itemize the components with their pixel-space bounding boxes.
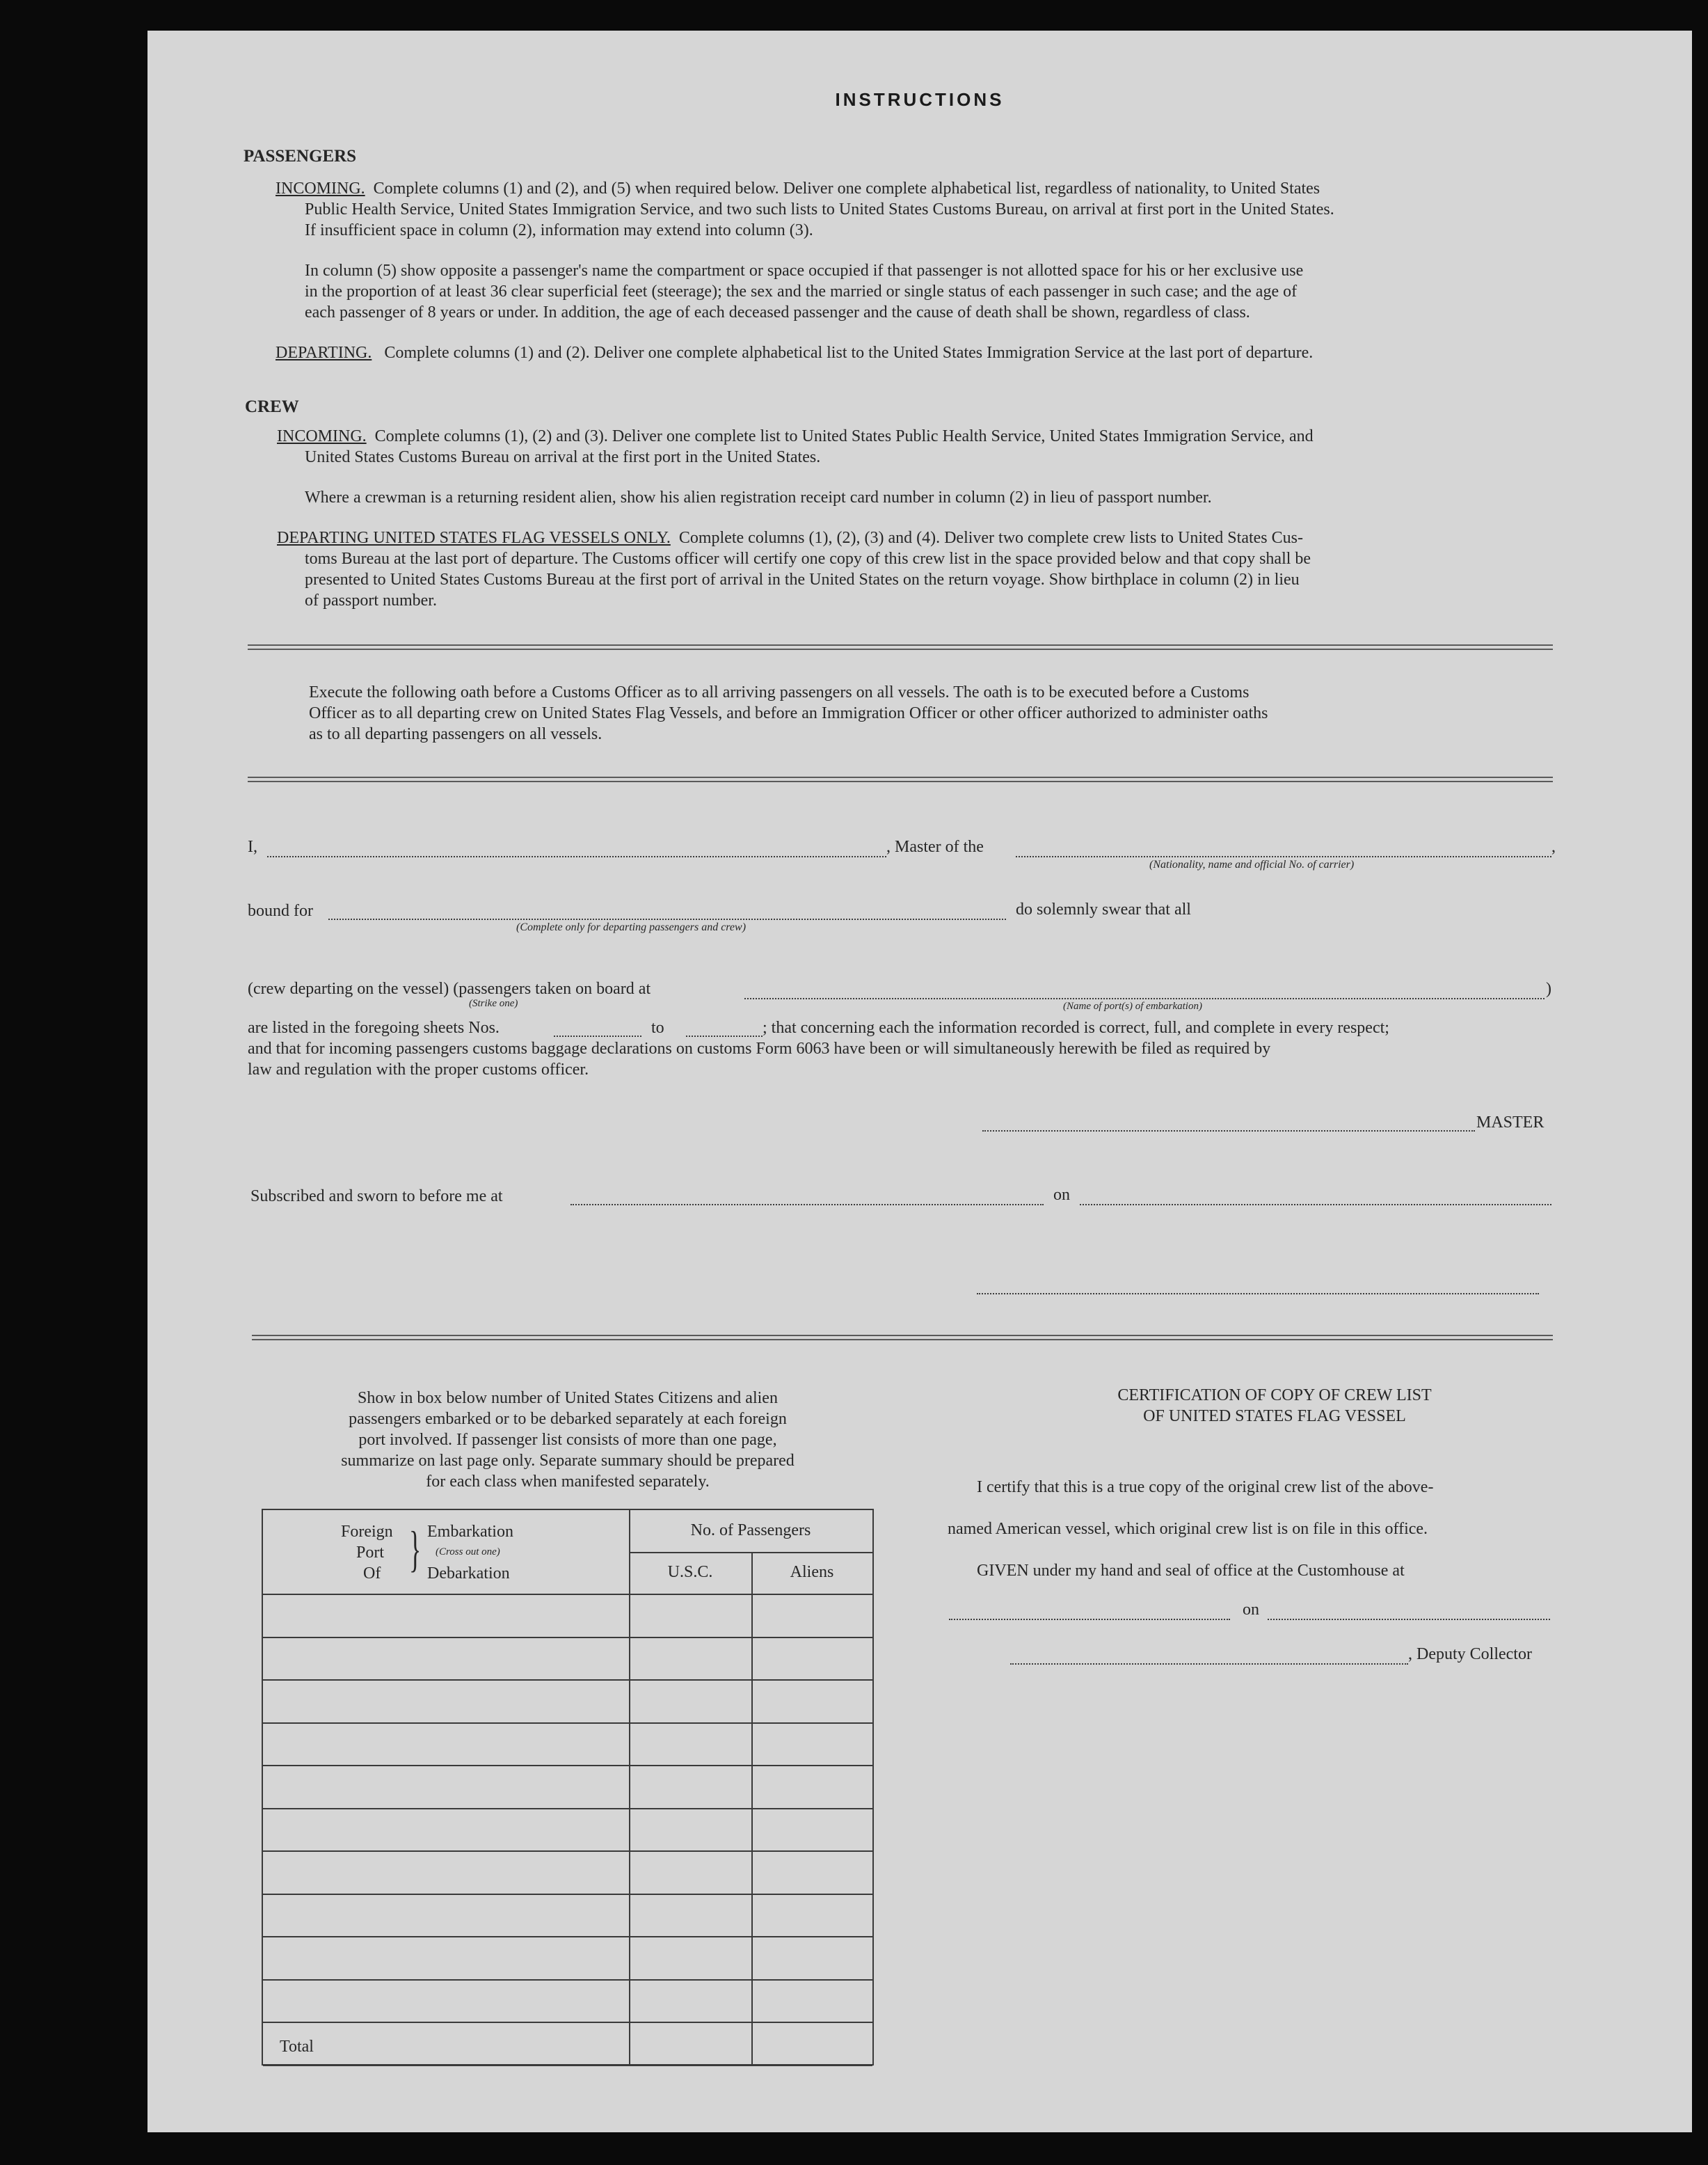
sheet-from-field[interactable] [554, 1036, 641, 1037]
crew-departing-oath: (crew departing on the vessel) (passengers taken on board at [248, 980, 651, 998]
section-divider-1 [248, 644, 1553, 650]
summary-line1: Show in box below number of United States Citizens and alien [358, 1389, 778, 1407]
to-label: to [651, 1019, 664, 1037]
crew-departing-line2: toms Bureau at the last port of departure. The Customs officer will certify one copy of this crew list in the space provided below and that copy shall be [305, 550, 1311, 568]
table-row-line [263, 1808, 872, 1809]
oath-listed-line [248, 1017, 500, 1038]
table-row-line [263, 1936, 872, 1937]
crew-departing-line3: presented to United States Customs Bureau at the first port of arrival in the United States on the return voyage. Show birthplace in column (2) in lieu [305, 571, 1300, 589]
certification-date-field[interactable] [1268, 1619, 1550, 1620]
master-label: MASTER [1476, 1113, 1545, 1132]
customhouse-field[interactable] [949, 1619, 1230, 1620]
table-header-bottom [263, 1594, 872, 1595]
bound-for-caption: (Complete only for departing passengers and crew) [516, 921, 747, 933]
deputy-collector-field[interactable] [1010, 1663, 1408, 1665]
sworn-date-field[interactable] [1080, 1204, 1551, 1205]
passengers-incoming-line2: Public Health Service, United States Immigration Service, and two such lists to United States Customs Bureau, on arrival at first port in the United States. [305, 200, 1334, 219]
crew-departing-line1 [277, 528, 1303, 548]
table-brace: } [409, 1521, 422, 1577]
strike-one-caption: (Strike one) [469, 998, 518, 1009]
oath-instructions-line3: as to all departing passengers on all vessels. [309, 725, 602, 743]
close-paren: ) [1546, 980, 1551, 998]
table-row-line [263, 2065, 872, 2066]
swear-label: do solemnly swear that all [1016, 901, 1191, 919]
section-divider-3 [252, 1335, 1553, 1340]
oath-line3: law and regulation with the proper customs officer. [248, 1061, 589, 1079]
table-header-split [629, 1552, 872, 1553]
column5-line1: In column (5) show opposite a passenger's name the compartment or space occupied if that passenger is not allotted space for his or her exclusive use [305, 262, 1304, 280]
table-row-line [263, 1679, 872, 1681]
certification-line1: I certify that this is a true copy of the original crew list of the above- [977, 1478, 1434, 1496]
passengers-incoming-line1 [276, 178, 1320, 199]
crew-departing-label: DEPARTING UNITED STATES FLAG VESSELS ONLY. [277, 529, 671, 547]
column5-line2: in the proportion of at least 36 clear superficial feet (steerage); the sex and the married or single status of each passenger in such case; and the age of [305, 283, 1298, 301]
th-aliens: Aliens [790, 1563, 834, 1581]
embarkation-port-field[interactable] [744, 998, 1545, 999]
th-of: Of [363, 1564, 381, 1583]
passengers-departing-label: DEPARTING. [276, 344, 372, 362]
carrier-field[interactable] [1016, 856, 1551, 857]
passengers-incoming-line3: If insufficient space in column (2), information may extend into column (3). [305, 221, 813, 239]
passengers-departing-line [276, 342, 1313, 363]
crew-incoming-text1: Complete columns (1), (2) and (3). Deliver one complete list to United States Public Health Service, United States Immigration Service, and [374, 427, 1314, 445]
table-row-line [263, 1765, 872, 1766]
passengers-departing-text: Complete columns (1) and (2). Deliver one complete alphabetical list to the United States Immigration Service at the last port of departure. [384, 344, 1314, 362]
total-label: Total [280, 2038, 314, 2056]
column5-line3: each passenger of 8 years or under. In addition, the age of each deceased passenger and the cause of death shall be shown, regardless of class. [305, 303, 1250, 322]
sheet-to-field[interactable] [686, 1036, 763, 1037]
oath-line2: and that for incoming passengers customs baggage declarations on customs Form 6063 have been or will simultaneously herewith be filed as required by [248, 1040, 1271, 1058]
table-row-line [263, 2022, 872, 2023]
certification-line2: named American vessel, which original crew list is on file in this office. [948, 1520, 1428, 1538]
bound-for-label: bound for [248, 902, 313, 920]
certification-title-2: OF UNITED STATES FLAG VESSEL [1143, 1407, 1406, 1425]
summary-line4: summarize on last page only. Separate summary should be prepared [341, 1452, 795, 1470]
oath-instructions-line1: Execute the following oath before a Customs Officer as to all arriving passengers on all vessels. The oath is to be executed before a Customs [309, 683, 1250, 701]
listed-pre: are listed in the foregoing sheets Nos. [248, 1019, 500, 1037]
carrier-comma: , [1551, 838, 1556, 856]
port-caption: (Name of port(s) of embarkation) [1063, 1001, 1202, 1012]
bound-for-field[interactable] [328, 919, 1006, 920]
th-port: Port [356, 1544, 385, 1562]
passengers-incoming-text1: Complete columns (1) and (2), and (5) when required below. Deliver one complete alphabetical list, regardless of nationality, to United States [373, 180, 1320, 198]
listed-post: ; that concerning each the information recorded is correct, full, and complete in every respect; [763, 1019, 1389, 1037]
section-divider-2 [248, 777, 1553, 782]
th-no-passengers: No. of Passengers [690, 1521, 811, 1539]
th-embarkation: Embarkation [427, 1523, 513, 1541]
master-name-field[interactable] [267, 856, 886, 857]
th-foreign: Foreign [341, 1523, 393, 1541]
th-debarkation: Debarkation [427, 1564, 510, 1583]
sworn-on-label: on [1053, 1186, 1070, 1204]
oath-instructions-line2: Officer as to all departing crew on United States Flag Vessels, and before an Immigration Officer or other officer authorized to administer oaths [309, 704, 1268, 722]
carrier-caption: (Nationality, name and official No. of carrier) [1149, 859, 1355, 871]
crew-incoming-line2: United States Customs Bureau on arrival at the first port in the United States. [305, 448, 821, 466]
th-usc: U.S.C. [667, 1563, 713, 1581]
passengers-incoming-label: INCOMING. [276, 180, 365, 198]
subscribed-label: Subscribed and sworn to before me at [250, 1187, 503, 1205]
passenger-summary-table [262, 1509, 874, 2065]
table-row-line [263, 1979, 872, 1981]
table-row-line [263, 1850, 872, 1852]
th-cross-out: (Cross out one) [436, 1546, 500, 1557]
page-title: INSTRUCTIONS [835, 89, 1005, 110]
certification-on-label: on [1243, 1601, 1259, 1619]
sworn-place-field[interactable] [570, 1204, 1044, 1205]
table-row-line [263, 1894, 872, 1895]
certification-title-1: CERTIFICATION OF COPY OF CREW LIST [1117, 1386, 1432, 1404]
certification-line3: GIVEN under my hand and seal of office at the Customhouse at [977, 1562, 1405, 1580]
passengers-heading: PASSENGERS [244, 147, 357, 166]
crew-departing-line4: of passport number. [305, 592, 437, 610]
crew-departing-text1: Complete columns (1), (2), (3) and (4). Deliver two complete crew lists to United States Cus- [678, 529, 1303, 547]
crew-incoming-line1 [277, 426, 1314, 447]
oath-i-label: I, [248, 838, 257, 856]
table-row-line [263, 1722, 872, 1724]
master-of-label: , Master of the [886, 838, 984, 856]
officer-signature-field[interactable] [977, 1293, 1539, 1294]
crew-resident-text: Where a crewman is a returning resident alien, show his alien registration receipt card number in column (2) in lieu of passport number. [305, 489, 1212, 507]
summary-line2: passengers embarked or to be debarked separately at each foreign [349, 1410, 787, 1428]
summary-line5: for each class when manifested separately. [426, 1473, 710, 1491]
master-signature-field[interactable] [982, 1130, 1475, 1132]
crew-incoming-label: INCOMING. [277, 427, 367, 445]
summary-line3: port involved. If passenger list consists of more than one page, [358, 1431, 777, 1449]
table-row-line [263, 1637, 872, 1638]
form-page [147, 31, 1692, 2132]
deputy-collector-label: , Deputy Collector [1408, 1645, 1532, 1663]
crew-heading: CREW [245, 397, 299, 416]
